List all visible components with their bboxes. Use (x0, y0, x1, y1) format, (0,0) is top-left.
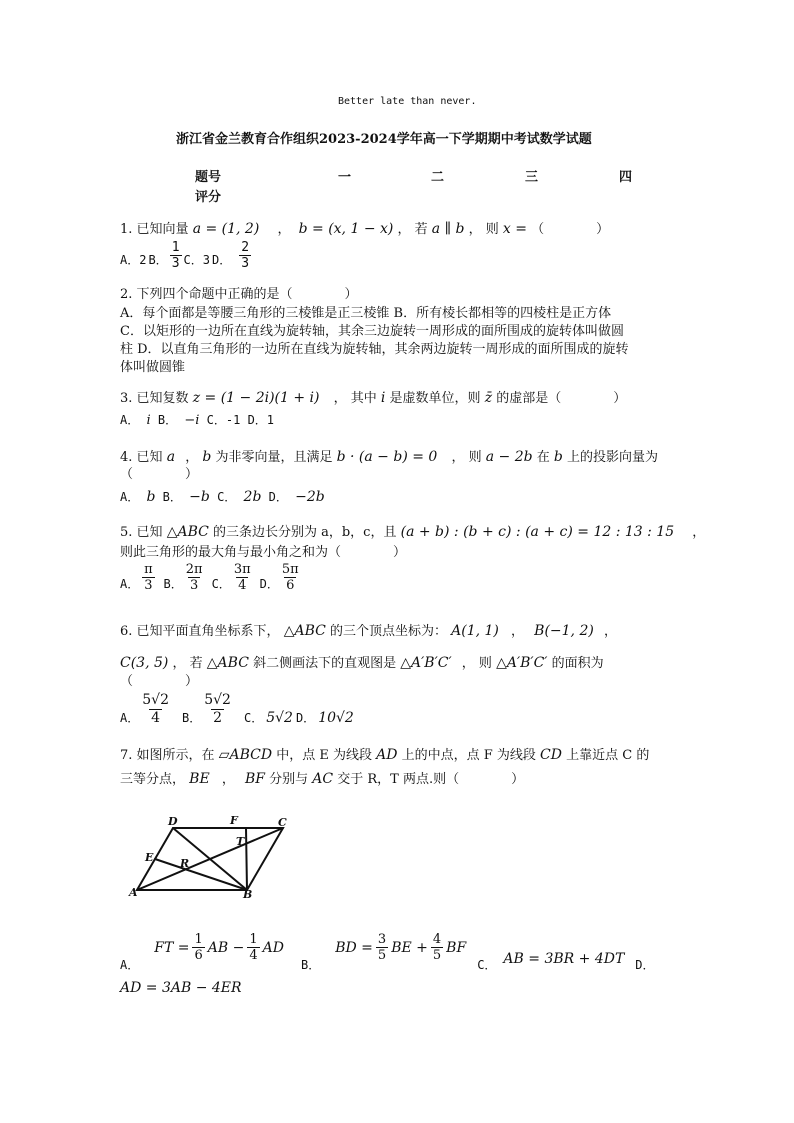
q6-opt-a: A． (120, 711, 140, 725)
q7-line2c: 交于 R，T 两点.则（ ） (337, 772, 525, 787)
q5-c-den: 4 (238, 578, 247, 593)
q4-expr: a − 2b (485, 449, 533, 465)
q7-opt-a-d2: 4 (249, 948, 258, 963)
q4-mid: 为非零向量，且满足 (215, 450, 333, 465)
q6-pa: A(1, 1) (451, 623, 499, 639)
q4-b-val: −b (189, 489, 210, 505)
label-a: A (129, 886, 138, 899)
q1-opt-b: B． (148, 253, 168, 267)
q4-opt-d: D． (268, 490, 288, 504)
score-col-1: 一 (338, 170, 352, 185)
q7-line2a: 三等分点， (120, 772, 186, 787)
q3-stem: 3. 已知复数 (120, 391, 189, 406)
q6-paren: （ ） (120, 674, 199, 689)
q3-opt-d: D．1 (247, 413, 275, 427)
q2-line-4: 柱 D．以直角三角形的一边所在直线为旋转轴，其余两边旋转一周形成的面所围成的旋转 (120, 342, 629, 357)
q7-line2b: 分别与 (269, 772, 309, 787)
label-b: B (243, 888, 253, 900)
q2-line-1: 2. 下列四个命题中正确的是（ ） (120, 287, 358, 302)
q3-opt-c: C．-1 (206, 413, 241, 427)
q4-paren: （ ） (120, 467, 199, 482)
q4-c-val: 2b (243, 489, 262, 505)
label-r: R (180, 857, 190, 870)
q5-d-den: 6 (286, 578, 295, 593)
q1-opt-d: D． (211, 253, 232, 267)
q6-mid3: 斜二侧画法下的直观图是 (253, 656, 397, 671)
q5-d-num: 5π (281, 562, 299, 577)
q7-opt-b-d2: 5 (432, 948, 442, 963)
q4-b2: b (553, 449, 563, 465)
q6-c1: ， (511, 624, 525, 639)
q4-b: b (202, 449, 212, 465)
q3-mid: ， 其中 (333, 391, 377, 406)
figure-lines (137, 828, 283, 890)
q4-tail2: 上的投影向量为 (567, 450, 659, 465)
q5-c-num: 3π (233, 562, 251, 577)
q6-tri: △ABC (283, 623, 326, 639)
q6-c2: ， (603, 624, 617, 639)
q2-line-3: C．以矩形的一边所在直线为旋转轴，其余三边旋转一周形成的面所围成的旋转体叫做圆 (120, 324, 624, 339)
q6-b-den: 2 (213, 710, 223, 726)
q7-opt-d-val: AD = 3AB − 4ER (120, 980, 242, 996)
q1-vec-a: a = (1, 2) (192, 221, 260, 237)
q5-opt-b: B． (163, 577, 183, 591)
q5-b-num: 2π (185, 562, 203, 577)
q4-opt-a: A． (120, 490, 140, 504)
q4-d-val: −2b (295, 489, 325, 505)
q7-mid: 中，点 E 为线段 (276, 748, 372, 763)
q7-opt-b-v2: BF (446, 939, 467, 956)
label-t: T (236, 835, 245, 848)
q6-tri3: △A′B′C′ (400, 655, 452, 671)
q6-a-den: 4 (151, 710, 161, 726)
q6-tail: ， 则 (461, 656, 492, 671)
q6-stem: 6. 已知平面直角坐标系下， (120, 624, 280, 639)
q7-opt-a-d1: 6 (194, 948, 203, 963)
q7-opt-a-v2: AD (262, 939, 284, 956)
q5-opt-c: C． (211, 577, 231, 591)
q6-tri4: △A′B′C′ (496, 655, 548, 671)
q4-tail: ， 则 (451, 450, 482, 465)
q5-line-2: 则此三角形的最大角与最小角之和为（ ） (120, 545, 407, 560)
q4-cond: b · (a − b) = 0 (336, 449, 438, 465)
q7-opt-c-val: AB = 3BR + 4DT (503, 951, 625, 967)
q3-expr: z = (1 − 2i)(1 + i) (192, 390, 320, 406)
q4-a-val: b (146, 489, 156, 505)
q7-opt-a-n2: 1 (249, 932, 258, 947)
q6-opt-b: B． (181, 711, 202, 725)
q5-b-den: 3 (190, 578, 199, 593)
q5-mid: 的三条边长分别为 a，b，c，且 (212, 525, 397, 540)
q3-i: i (380, 390, 386, 406)
q6-mid2: ， 若 (172, 656, 203, 671)
q6-pc: C(3, 5) (120, 655, 169, 671)
q7-opt-b-n1: 3 (377, 932, 387, 947)
segment-bf (246, 828, 247, 890)
q7-opt-b-lhs: BD = (335, 939, 373, 956)
q1-opt-c: C．3 (183, 253, 210, 267)
q1-mid: ， 若 (397, 222, 428, 237)
q1-b-num: 1 (171, 240, 180, 255)
q1-vec-b: b = (x, 1 − x) (298, 221, 394, 237)
q7-opt-a-lhs: FT = (154, 939, 190, 956)
q7-opt-b-v1: BE + (391, 939, 428, 956)
q7-opt-a-v1: AB − (207, 939, 245, 956)
q3-a-val: i (146, 413, 151, 428)
q5-tri: △ABC (166, 524, 209, 540)
q1-paren: （ ） (531, 222, 610, 237)
score-col-2: 二 (431, 170, 445, 185)
q5-ratio: (a + b) : (b + c) : (a + c) = 12 : 13 : 15 (400, 524, 675, 540)
parallelogram-figure (125, 812, 295, 900)
q3-b-val: −i (184, 413, 200, 428)
q7-ac: AC (312, 771, 334, 787)
q4-opt-b: B． (162, 490, 182, 504)
score-header-label: 题号 (195, 170, 222, 185)
q7-opt-a-label: A． (120, 958, 140, 972)
q7-stem: 7. 如图所示，在 (120, 748, 215, 763)
label-d: D (168, 815, 178, 828)
q6-opt-d: D． (295, 711, 316, 725)
q6-pb: B(−1, 2) (534, 623, 594, 639)
q3-opt-b: B． (157, 413, 178, 427)
q2-line-2: A．每个面都是等腰三角形的三棱锥是正三棱锥 B．所有棱长都相等的四棱柱是正方体 (120, 306, 612, 321)
q7-para: ▱ABCD (218, 747, 273, 763)
q4-stem: 4. 已知 (120, 450, 163, 465)
q6-b-num: 5√2 (204, 692, 231, 708)
q2-line-5: 体叫做圆锥 (120, 360, 186, 375)
q7-mid2: 上的中点，点 F 为线段 (401, 748, 536, 763)
q3-zbar: z̄ (484, 390, 493, 406)
score-col-3: 三 (525, 170, 539, 185)
q7-cd: CD (540, 747, 562, 763)
q7-comma: ， (221, 772, 235, 787)
q5-a-den: 3 (144, 578, 153, 593)
q7-be: BE (189, 771, 210, 787)
q6-tail2: 的面积为 (551, 656, 604, 671)
q7-bf: BF (244, 771, 265, 787)
q1-b-den: 3 (171, 256, 180, 271)
q7-ad: AD (376, 747, 398, 763)
label-e: E (145, 851, 154, 864)
q4-comma: ， (185, 450, 199, 465)
q7-opt-b-label: B． (300, 958, 321, 972)
q5-opt-d: D． (259, 577, 279, 591)
q6-a-num: 5√2 (142, 692, 169, 708)
q5-stem: 5. 已知 (120, 525, 163, 540)
score-row-label: 评分 (195, 190, 222, 205)
q1-tail: ， 则 (468, 222, 499, 237)
motto: Better late than never. (338, 96, 477, 107)
q3-opt-a: A． (120, 413, 140, 427)
q5-comma: ， (692, 525, 706, 540)
q6-opt-c: C． (243, 711, 264, 725)
q1-opt-a: A．2 (120, 253, 147, 267)
q1-d-num: 2 (241, 240, 250, 255)
q3-tail2: 的虚部是（ ） (496, 391, 627, 406)
q7-opt-d-label: D． (635, 958, 655, 972)
q4-on: 在 (536, 450, 550, 465)
q6-c-val: 5√2 (266, 710, 293, 726)
label-c: C (278, 816, 287, 829)
q7-opt-c-label: C． (477, 958, 497, 972)
q7-opt-a-n1: 1 (194, 932, 203, 947)
q6-mid: 的三个顶点坐标为： (329, 624, 447, 639)
q4-opt-c: C． (217, 490, 237, 504)
q7-opt-b-n2: 4 (432, 932, 442, 947)
q1-cond: a ∥ b (431, 221, 465, 237)
q1-ask: x = (502, 221, 527, 237)
q5-opt-a: A． (120, 577, 140, 591)
q1-d-den: 3 (241, 256, 250, 271)
q4-a: a (166, 449, 176, 465)
q5-a-num: π (144, 562, 153, 577)
q7-tail: 上靠近点 C 的 (566, 748, 650, 763)
q1-stem: 1. 已知向量 (120, 222, 189, 237)
q6-tri2: △ABC (206, 655, 249, 671)
q6-d-val: 10√2 (318, 710, 354, 726)
label-f: F (230, 814, 238, 827)
page-title: 浙江省金兰教育合作组织2023-2024学年高一下学期期中考试数学试题 (176, 132, 592, 147)
q7-opt-b-d1: 5 (377, 948, 387, 963)
q3-tail: 是虚数单位，则 (389, 391, 481, 406)
score-col-4: 四 (619, 170, 633, 185)
